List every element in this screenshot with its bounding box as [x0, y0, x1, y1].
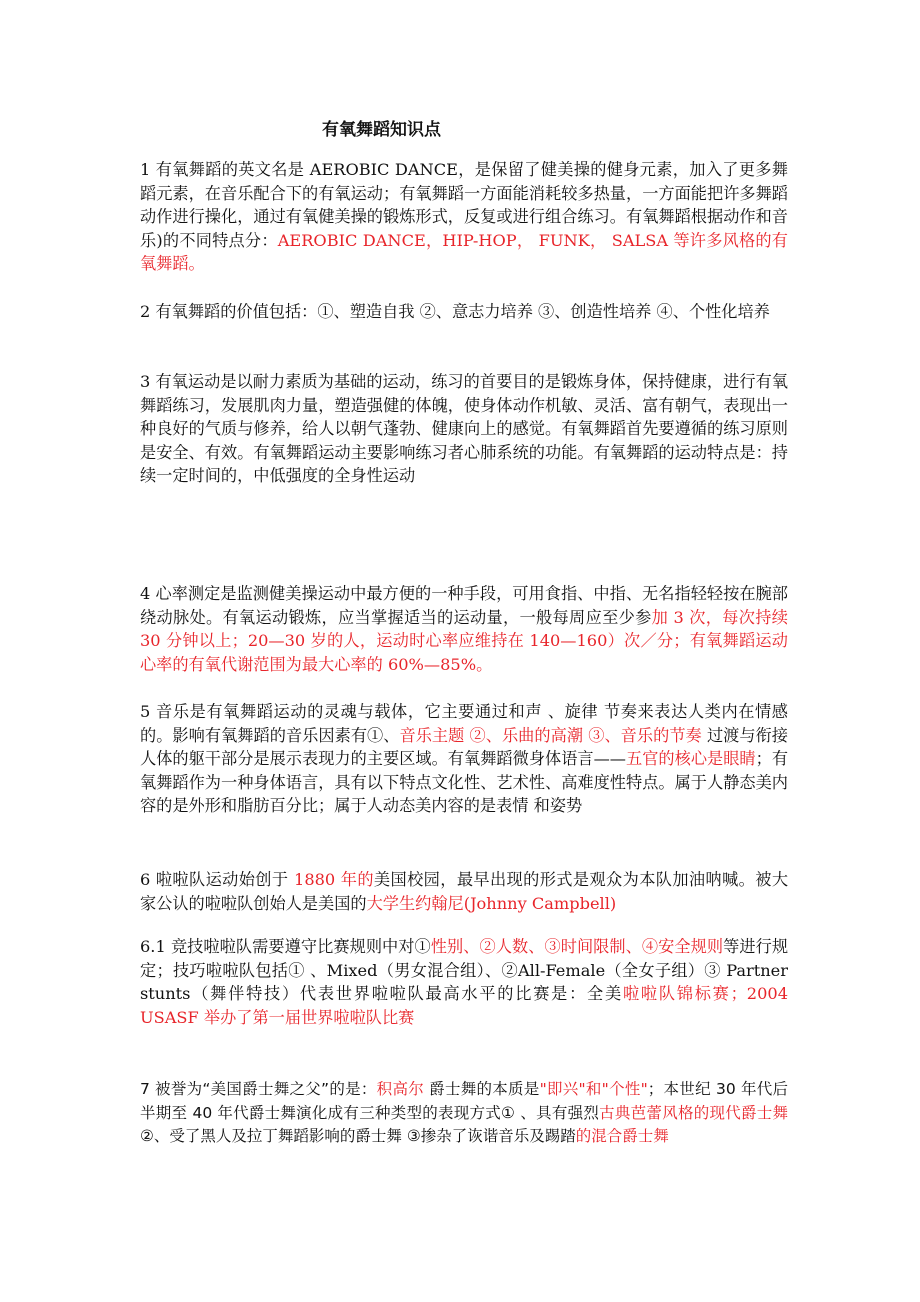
text-segment: ；有氧舞蹈作为一种身体语言，具有以下特点文化性、艺术性、高难度性特点。属于人静态美内容的是外形和脂肪百分比；属于人动态美内容的是表情 和姿势: [140, 749, 789, 815]
text-segment: 4 心率测定是监测健美操运动中最方便的一种手段，可用食指、中指、无名指轻轻按在腕部绕动脉处。有氧运动锻炼，应当掌握适当的运动量，一般每周应至少参: [140, 584, 788, 627]
text-segment: 3 有氧运动是以耐力素质为基础的运动，练习的首要目的是锻炼身体，保持健康，进行有氧舞蹈练习，发展肌肉力量，塑造强健的体魄，使身体动作机敏、灵活、富有朝气，表现出一种良好的气质与修养，给人以朝气蓬勃、健康向上的感觉。有氧舞蹈首先要遵循的练习原则是安全、有效。有氧舞蹈运动主要影响练习者心肺系统的功能。有氧舞蹈的运动特点是：持续一定时间的，中低强度的全身性运动: [140, 372, 788, 485]
paragraph-5-music: [140, 700, 788, 818]
paragraph-1-aerobic-definition: [140, 158, 788, 276]
highlighted-text: "即兴"和"个性": [539, 1080, 648, 1098]
highlighted-text: 性别、②人数、③时间限制、④安全规则: [430, 937, 724, 956]
page-title: 有氧舞蹈知识点: [322, 120, 441, 140]
highlighted-text: 积高尔: [376, 1080, 424, 1098]
highlighted-text: 音乐主题 ②、乐曲的高潮 ③、音乐的节奏: [399, 725, 702, 745]
text-segment: 5 音乐是有氧舞蹈运动的灵魂与载体，它主要通过和声 、旋律 节奏来表达人类内在情感的。影响有氧舞蹈的音乐因素有①、: [140, 702, 788, 745]
highlighted-text: 加 3 次，每次持续 30 分钟以上；20—30 岁的人，运动时心率应维持在 140—160）次／分；有氧舞蹈运动心率的有氧代谢范围为最大心率的 60%—85%。: [140, 607, 788, 674]
text-segment: 6 啦啦队运动始创于: [140, 870, 295, 889]
paragraph-3-aerobic-exercise: [140, 370, 788, 488]
text-segment: 6.1 竞技啦啦队需要遵守比赛规则中对①: [140, 937, 431, 956]
text-segment: 1 有氧舞蹈的英文名是 AEROBIC DANCE，是保留了健美操的健身元素，加入了更多舞蹈元素，在音乐配合下的有氧运动；有氧舞蹈一方面能消耗较多热量，一方面能把许多舞蹈动作进行操化，通过有氧健美操的锻炼形式，反复或进行组合练习。有氧舞蹈根据动作和音乐)的不同特点分：: [140, 160, 788, 250]
text-segment: 美国校园，最早出现的形式是观众为本队加油呐喊。被大家公认的啦啦队创始人是美国的: [140, 870, 789, 913]
highlighted-text: 的混合爵士舞: [575, 1127, 669, 1145]
paragraph-6-cheerleading-origin: [140, 868, 788, 915]
paragraph-2-values: [140, 300, 788, 324]
paragraph-6-1-competitive-cheerleading: [140, 935, 788, 1029]
text-segment: 过渡与衔接人体的躯干部分是展示表现力的主要区域。有氧舞蹈微身体语言——: [140, 725, 788, 768]
highlighted-text: 1880 年的: [294, 870, 374, 889]
highlighted-text: 五官的核心是眼睛: [626, 749, 756, 768]
highlighted-text: 大学生约翰尼(Johnny Campbell): [366, 893, 617, 913]
text-segment: 2 有氧舞蹈的价值包括：①、塑造自我 ②、意志力培养 ③、创造性培养 ④、个性化培养: [140, 302, 770, 321]
highlighted-text: AEROBIC DANCE，HIP-HOP， FUNK， SALSA 等许多风格的有氧舞蹈。: [140, 230, 788, 273]
text-segment: 爵士舞的本质是: [423, 1080, 540, 1098]
text-segment: 等进行规定；技巧啦啦队包括① 、Mixed（男女混合组）、②All-Female（全女子组）③ Partner stunts（舞伴特技）代表世界啦啦队最高水平的比赛是：全美: [140, 937, 789, 1003]
highlighted-text: 啦啦队锦标赛；2004 USASF 举办了第一届世界啦啦队比赛: [140, 984, 788, 1027]
paragraph-4-heart-rate: [140, 582, 788, 676]
paragraph-7-jazz-dance: [140, 1078, 788, 1149]
highlighted-text: 古典芭蕾风格的现代爵士舞: [599, 1103, 788, 1122]
text-segment: ；本世纪 30 年代后半期至 40 年代爵士舞演化成有三种类型的表现方式① 、具有强烈: [140, 1080, 788, 1122]
text-segment: 7 被誉为“美国爵士舞之父”的是：: [140, 1080, 377, 1098]
text-segment: ②、受了黑人及拉丁舞蹈影响的爵士舞 ③掺杂了诙谐音乐及踢踏: [140, 1127, 576, 1145]
